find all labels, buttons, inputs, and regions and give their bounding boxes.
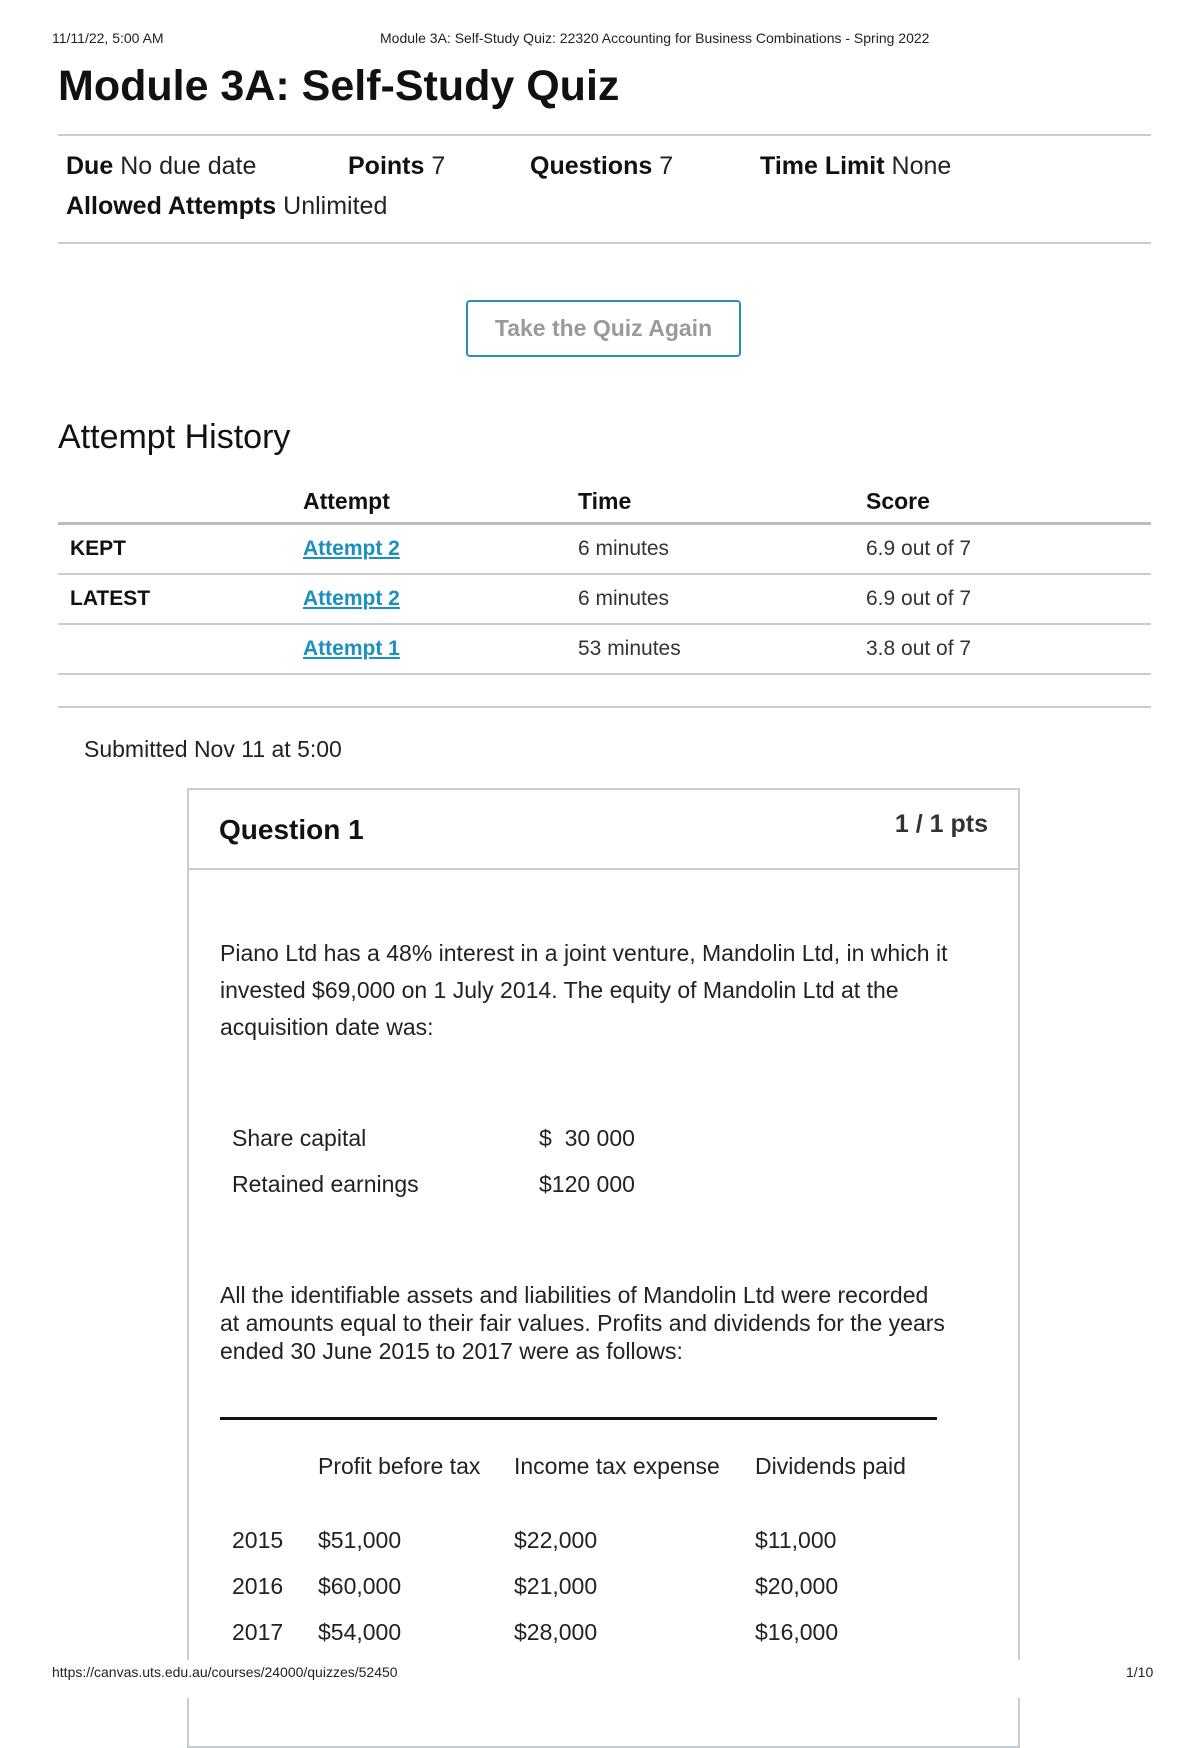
- table-row: [58, 624, 1151, 674]
- question-paragraph: [220, 1281, 945, 1365]
- time-limit-detail: [760, 152, 951, 181]
- attempt-link[interactable]: Attempt 2: [303, 537, 400, 560]
- question-points: 1 / 1 pts: [894, 810, 988, 838]
- score-column-header: Score: [866, 480, 1151, 524]
- dividends-column-header: Dividends paid: [755, 1452, 906, 1479]
- attempt-time: 53 minutes: [578, 624, 866, 674]
- dividends-value: $20,000: [755, 1573, 839, 1599]
- due-detail: [66, 152, 256, 181]
- print-page-count: 1/10: [1126, 1664, 1154, 1680]
- profit-table-rule: [220, 1417, 937, 1420]
- attempt-table-header: [58, 480, 1151, 524]
- row-label: KEPT: [58, 524, 303, 575]
- attempt-time: 6 minutes: [578, 574, 866, 624]
- question-paragraph-line: All the identifiable assets and liabilities of Mandolin Ltd were recorded: [220, 1282, 929, 1308]
- question-intro-line: acquisition date was:: [220, 1014, 434, 1040]
- question-title: Question 1: [219, 814, 364, 845]
- attempt-time: 6 minutes: [578, 524, 866, 575]
- table-row: [220, 1554, 937, 1600]
- table-row: [232, 1161, 635, 1207]
- time-limit-label: Time Limit: [760, 152, 885, 180]
- tax-value: $28,000: [514, 1619, 598, 1645]
- tax-column-header: Income tax expense: [514, 1452, 720, 1479]
- empty-header: [58, 480, 303, 524]
- row-label: [58, 624, 303, 674]
- questions-detail: [530, 152, 673, 181]
- time-column-header: Time: [578, 480, 866, 524]
- question-intro: [220, 935, 948, 1046]
- table-row: [232, 1115, 635, 1161]
- allowed-attempts-value: Unlimited: [283, 192, 388, 220]
- page-title: Module 3A: Self-Study Quiz: [58, 62, 620, 110]
- time-limit-value: None: [891, 152, 952, 180]
- equity-value: $120 000: [539, 1170, 635, 1197]
- print-datetime: 11/11/22, 5:00 AM: [52, 30, 164, 46]
- details-divider: [58, 242, 1151, 244]
- attempt-score: 6.9 out of 7: [866, 524, 1151, 575]
- history-divider: [58, 706, 1151, 708]
- profit-value: $60,000: [318, 1573, 402, 1599]
- profit-year: 2015: [232, 1527, 284, 1553]
- question-paragraph-line: at amounts equal to their fair values. Profits and dividends for the years: [220, 1310, 945, 1336]
- allowed-attempts-detail: [66, 192, 387, 221]
- question-paragraph-line: ended 30 June 2015 to 2017 were as follows:: [220, 1338, 683, 1364]
- attempt-score: 3.8 out of 7: [866, 624, 1151, 674]
- tax-value: $21,000: [514, 1573, 598, 1599]
- table-row: [220, 1502, 937, 1554]
- profit-value: $54,000: [318, 1619, 402, 1645]
- profit-year: 2017: [232, 1619, 284, 1645]
- print-url: https://canvas.uts.edu.au/courses/24000/quizzes/52450: [52, 1664, 398, 1680]
- question-intro-line: invested $69,000 on 1 July 2014. The equity of Mandolin Ltd at the: [220, 977, 899, 1003]
- take-quiz-again-button[interactable]: Take the Quiz Again: [466, 300, 741, 357]
- question-card: [187, 788, 1020, 1748]
- row-label: LATEST: [58, 574, 303, 624]
- dividends-value: $16,000: [755, 1619, 839, 1645]
- equity-label: Share capital: [232, 1124, 367, 1151]
- equity-table: [232, 1115, 635, 1207]
- points-detail: [348, 152, 445, 181]
- question-intro-line: Piano Ltd has a 48% interest in a joint venture, Mandolin Ltd, in which it: [220, 940, 948, 966]
- question-header: [189, 790, 1018, 870]
- attempt-link[interactable]: Attempt 1: [303, 637, 400, 660]
- attempt-history-table: [58, 480, 1151, 675]
- profit-year: 2016: [232, 1573, 284, 1599]
- title-divider: [58, 134, 1151, 136]
- attempt-column-header: Attempt: [303, 480, 578, 524]
- tax-value: $22,000: [514, 1527, 598, 1553]
- attempt-history-title: Attempt History: [58, 418, 291, 456]
- equity-value: $ 30 000: [539, 1124, 635, 1151]
- equity-label: Retained earnings: [232, 1170, 419, 1197]
- profit-value: $51,000: [318, 1527, 402, 1553]
- questions-label: Questions: [530, 152, 653, 180]
- attempt-score: 6.9 out of 7: [866, 574, 1151, 624]
- table-row: [58, 524, 1151, 575]
- table-row: [58, 574, 1151, 624]
- submitted-timestamp: Submitted Nov 11 at 5:00: [84, 736, 342, 762]
- points-label: Points: [348, 152, 425, 180]
- dividends-value: $11,000: [755, 1527, 837, 1553]
- profit-table: [220, 1430, 937, 1646]
- allowed-attempts-label: Allowed Attempts: [66, 192, 277, 220]
- questions-value: 7: [659, 152, 674, 180]
- empty-header: [220, 1430, 318, 1502]
- points-value: 7: [431, 152, 446, 180]
- due-label: Due: [66, 152, 114, 180]
- due-value: No due date: [120, 152, 257, 180]
- attempt-link[interactable]: Attempt 2: [303, 587, 400, 610]
- profit-table-header: [220, 1430, 937, 1502]
- profit-column-header: Profit before tax: [318, 1452, 481, 1479]
- table-row: [220, 1600, 937, 1646]
- print-page-title: Module 3A: Self-Study Quiz: 22320 Accounting for Business Combinations - Spring 2022: [380, 30, 930, 46]
